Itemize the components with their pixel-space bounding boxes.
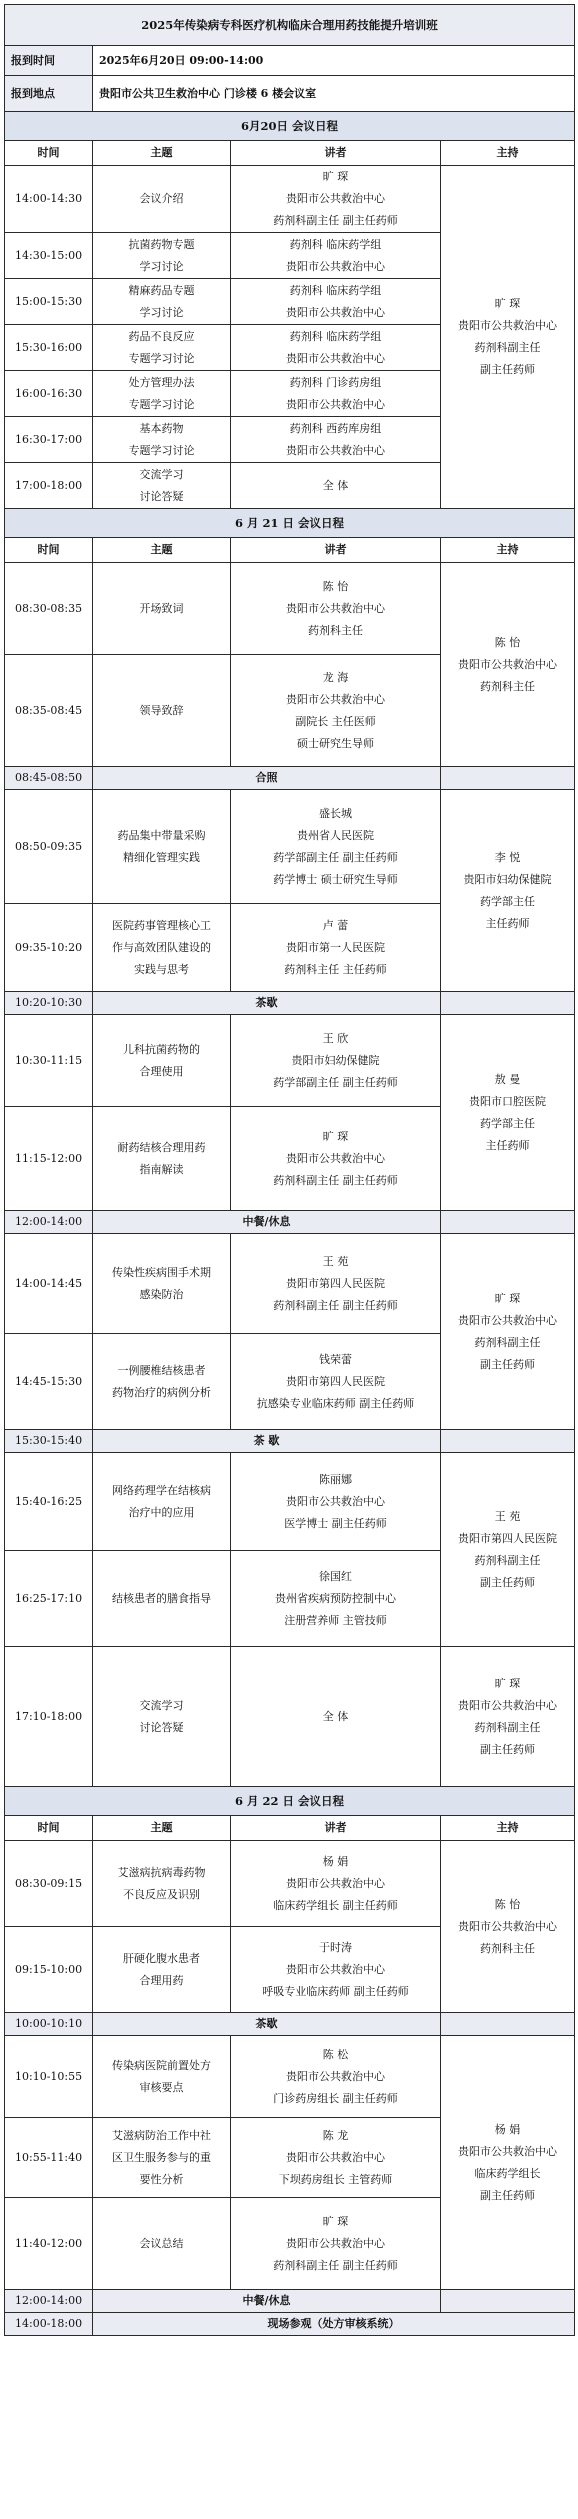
session-time: 08:45-08:50 xyxy=(5,767,93,790)
session-speaker xyxy=(231,1453,441,1551)
host-line: 贵阳市公共救治中心 xyxy=(458,2144,557,2158)
session-speaker xyxy=(231,1841,441,1927)
day-header: 6 月 22 日 会议日程 xyxy=(5,1787,575,1816)
speaker-line: 药剂科 临床药学组 xyxy=(289,237,382,251)
speaker-line: 临床药学组长 副主任药师 xyxy=(273,1898,398,1912)
schedule-table xyxy=(4,4,575,2336)
host-line: 王 苑 xyxy=(494,1509,521,1523)
session-topic xyxy=(93,325,231,371)
session-time: 08:30-09:15 xyxy=(5,1841,93,1927)
session-speaker xyxy=(231,790,441,904)
session-host xyxy=(441,166,575,509)
day-header: 6 月 21 日 会议日程 xyxy=(5,509,575,538)
topic-line: 治疗中的应用 xyxy=(128,1505,195,1519)
session-topic xyxy=(93,1334,231,1430)
host-empty xyxy=(441,1211,575,1234)
host-line: 贵阳市公共救治中心 xyxy=(458,319,557,332)
speaker-line: 钱荣蕾 xyxy=(319,1352,352,1366)
host-line: 药剂科主任 xyxy=(480,1941,535,1955)
checkin-place-label: 报到地点 xyxy=(5,76,93,112)
host-line: 药剂科副主任 xyxy=(474,341,541,354)
session-topic xyxy=(93,463,231,509)
topic-line: 耐药结核合理用药 xyxy=(117,1140,206,1154)
speaker-line: 贵阳市第四人民医院 xyxy=(286,1276,385,1290)
host-empty xyxy=(441,2013,575,2036)
host-line: 副主任药师 xyxy=(480,363,535,376)
session-time: 16:00-16:30 xyxy=(5,371,93,417)
topic-line: 实践与思考 xyxy=(134,962,189,976)
checkin-time-label: 报到时间 xyxy=(5,46,93,76)
speaker-line: 陈 龙 xyxy=(322,2128,349,2142)
topic-line: 儿科抗菌药物的 xyxy=(123,1042,200,1056)
topic-line: 肝硬化腹水患者 xyxy=(123,1951,200,1965)
speaker-line: 陈丽娜 xyxy=(319,1472,352,1486)
speaker-line: 药学博士 硕士研究生导师 xyxy=(273,872,398,886)
session-time: 08:30-08:35 xyxy=(5,563,93,655)
speaker-line: 卢 蕾 xyxy=(322,918,349,932)
session-time: 10:20-10:30 xyxy=(5,992,93,1015)
session-time: 12:00-14:00 xyxy=(5,1211,93,1234)
topic-line: 药品集中带量采购 xyxy=(117,828,206,842)
session-time: 11:15-12:00 xyxy=(5,1107,93,1211)
topic-line: 交流学习 xyxy=(139,1698,184,1712)
session-speaker xyxy=(231,2198,441,2290)
topic-line: 开场致词 xyxy=(139,601,184,615)
speaker-line: 门诊药房组长 副主任药师 xyxy=(273,2091,398,2105)
host-line: 副主任药师 xyxy=(480,2188,535,2202)
column-header: 主题 xyxy=(93,1816,231,1841)
speaker-line: 药剂科副主任 副主任药师 xyxy=(273,214,398,227)
session-time: 08:35-08:45 xyxy=(5,655,93,767)
schedule-body xyxy=(5,5,575,2336)
host-empty xyxy=(441,767,575,790)
topic-line: 处方管理办法 xyxy=(128,375,195,389)
speaker-line: 药剂科副主任 副主任药师 xyxy=(273,1298,398,1312)
session-time: 17:00-18:00 xyxy=(5,463,93,509)
session-topic xyxy=(93,1107,231,1211)
topic-line: 讨论答疑 xyxy=(139,489,184,503)
speaker-line: 抗感染专业临床药师 副主任药师 xyxy=(256,1396,415,1410)
session-time: 12:00-14:00 xyxy=(5,2290,93,2313)
break-label: 现场参观（处方审核系统） xyxy=(93,2313,575,2336)
column-header: 主持 xyxy=(441,1816,575,1841)
host-line: 李 悦 xyxy=(494,850,521,864)
session-time: 10:30-11:15 xyxy=(5,1015,93,1107)
column-header: 时间 xyxy=(5,1816,93,1841)
speaker-line: 药剂科 临床药学组 xyxy=(289,329,382,343)
session-host xyxy=(441,1647,575,1787)
speaker-line: 贵阳市第四人民医院 xyxy=(286,1374,385,1388)
session-host xyxy=(441,1015,575,1211)
topic-line: 不良反应及识别 xyxy=(123,1887,200,1901)
session-topic xyxy=(93,2198,231,2290)
session-topic xyxy=(93,1841,231,1927)
session-topic xyxy=(93,233,231,279)
speaker-line: 贵阳市公共救治中心 xyxy=(286,259,385,273)
host-line: 副主任药师 xyxy=(480,1742,535,1756)
session-topic xyxy=(93,563,231,655)
session-time: 15:30-16:00 xyxy=(5,325,93,371)
topic-line: 基本药物 xyxy=(139,421,184,435)
topic-line: 要性分析 xyxy=(139,2172,184,2186)
session-topic xyxy=(93,904,231,992)
speaker-line: 贵阳市公共救治中心 xyxy=(286,192,385,205)
day-header: 6月20日 会议日程 xyxy=(5,112,575,141)
speaker-line: 陈 松 xyxy=(322,2047,349,2061)
topic-line: 艾滋病防治工作中社 xyxy=(112,2128,211,2142)
host-empty xyxy=(441,992,575,1015)
session-speaker xyxy=(231,166,441,233)
speaker-line: 贵阳市妇幼保健院 xyxy=(291,1053,380,1067)
session-time: 15:40-16:25 xyxy=(5,1453,93,1551)
topic-line: 学习讨论 xyxy=(139,305,184,319)
speaker-line: 贵阳市公共救治中心 xyxy=(286,692,385,706)
session-topic xyxy=(93,166,231,233)
break-label: 中餐/休息 xyxy=(93,2290,441,2313)
session-time: 15:00-15:30 xyxy=(5,279,93,325)
topic-line: 精细化管理实践 xyxy=(123,850,200,864)
column-header: 时间 xyxy=(5,141,93,166)
session-time: 09:15-10:00 xyxy=(5,1927,93,2013)
speaker-line: 药剂科主任 xyxy=(308,623,363,637)
speaker-line: 医学博士 副主任药师 xyxy=(284,1516,387,1530)
session-time: 14:30-15:00 xyxy=(5,233,93,279)
speaker-line: 盛长城 xyxy=(319,806,352,820)
session-time: 16:30-17:00 xyxy=(5,417,93,463)
break-label: 合照 xyxy=(93,767,441,790)
session-host xyxy=(441,2036,575,2290)
speaker-line: 药剂科副主任 副主任药师 xyxy=(273,1173,398,1187)
session-topic xyxy=(93,1647,231,1787)
session-speaker xyxy=(231,904,441,992)
topic-line: 交流学习 xyxy=(139,467,184,481)
break-label: 茶歇 xyxy=(93,992,441,1015)
host-line: 贵阳市公共救治中心 xyxy=(458,1919,557,1933)
speaker-line: 贵阳市公共救治中心 xyxy=(286,2150,385,2164)
topic-line: 会议总结 xyxy=(139,2236,184,2250)
host-line: 贵阳市第四人民医院 xyxy=(458,1531,557,1545)
session-topic xyxy=(93,417,231,463)
topic-line: 合理用药 xyxy=(139,1973,184,1987)
column-header: 讲者 xyxy=(231,538,441,563)
session-topic xyxy=(93,655,231,767)
topic-line: 学习讨论 xyxy=(139,259,184,273)
host-line: 药学部主任 xyxy=(480,894,535,908)
host-line: 副主任药师 xyxy=(480,1575,535,1589)
session-speaker xyxy=(231,417,441,463)
session-speaker xyxy=(231,1107,441,1211)
session-time: 14:45-15:30 xyxy=(5,1334,93,1430)
column-header: 主持 xyxy=(441,141,575,166)
topic-line: 传染性疾病围手术期 xyxy=(112,1265,211,1279)
host-line: 陈 怡 xyxy=(494,635,521,649)
host-line: 旷 琛 xyxy=(494,1676,521,1690)
host-line: 贵阳市公共救治中心 xyxy=(458,657,557,671)
session-speaker xyxy=(231,1234,441,1334)
host-line: 药剂科副主任 xyxy=(474,1553,541,1567)
speaker-line: 龙 海 xyxy=(322,670,349,684)
session-topic xyxy=(93,1927,231,2013)
session-topic xyxy=(93,2036,231,2118)
session-time: 11:40-12:00 xyxy=(5,2198,93,2290)
session-topic xyxy=(93,2118,231,2198)
session-topic xyxy=(93,279,231,325)
topic-line: 网络药理学在结核病 xyxy=(112,1483,211,1497)
topic-line: 药品不良反应 xyxy=(128,329,195,343)
host-empty xyxy=(441,2290,575,2313)
host-line: 贵阳市口腔医院 xyxy=(469,1094,546,1108)
session-topic xyxy=(93,1551,231,1647)
break-label: 中餐/休息 xyxy=(93,1211,441,1234)
host-line: 药剂科副主任 xyxy=(474,1335,541,1349)
speaker-line: 于时涛 xyxy=(319,1940,352,1954)
topic-line: 区卫生服务参与的重 xyxy=(112,2150,211,2164)
speaker-line: 贵阳市公共救治中心 xyxy=(286,1876,385,1890)
speaker-line: 陈 怡 xyxy=(322,579,349,593)
topic-line: 专题学习讨论 xyxy=(128,397,195,411)
speaker-line: 贵阳市公共救治中心 xyxy=(286,1151,385,1165)
session-time: 10:10-10:55 xyxy=(5,2036,93,2118)
speaker-line: 贵阳市第一人民医院 xyxy=(286,940,385,954)
column-header: 主题 xyxy=(93,538,231,563)
session-speaker xyxy=(231,2036,441,2118)
session-topic xyxy=(93,371,231,417)
topic-line: 药物治疗的病例分析 xyxy=(112,1385,211,1399)
speaker-line: 药剂科主任 主任药师 xyxy=(284,962,387,976)
session-speaker xyxy=(231,233,441,279)
speaker-line: 呼吸专业临床药师 副主任药师 xyxy=(262,1984,409,1998)
session-host xyxy=(441,1453,575,1647)
session-speaker xyxy=(231,655,441,767)
topic-line: 审核要点 xyxy=(139,2080,184,2094)
session-host xyxy=(441,1234,575,1430)
session-speaker xyxy=(231,1551,441,1647)
speaker-line: 贵阳市公共救治中心 xyxy=(286,397,385,411)
speaker-line: 贵阳市公共救治中心 xyxy=(286,443,385,457)
topic-line: 作与高效团队建设的 xyxy=(112,940,211,954)
speaker-line: 注册营养师 主管技师 xyxy=(284,1613,387,1627)
session-speaker xyxy=(231,463,441,509)
topic-line: 抗菌药物专题 xyxy=(128,237,195,251)
session-speaker xyxy=(231,279,441,325)
column-header: 主持 xyxy=(441,538,575,563)
host-line: 主任药师 xyxy=(485,1138,530,1152)
speaker-line: 药剂科副主任 副主任药师 xyxy=(273,2258,398,2272)
session-topic xyxy=(93,1234,231,1334)
speaker-line: 贵阳市公共救治中心 xyxy=(286,351,385,365)
speaker-line: 杨 娟 xyxy=(322,1854,349,1868)
column-header: 时间 xyxy=(5,538,93,563)
speaker-line: 药学部副主任 副主任药师 xyxy=(273,1075,398,1089)
speaker-line: 贵阳市公共救治中心 xyxy=(286,1494,385,1508)
session-topic xyxy=(93,1453,231,1551)
session-topic xyxy=(93,790,231,904)
session-time: 14:00-14:30 xyxy=(5,166,93,233)
topic-line: 指南解读 xyxy=(139,1162,184,1176)
session-time: 16:25-17:10 xyxy=(5,1551,93,1647)
host-line: 药学部主任 xyxy=(480,1116,535,1130)
session-speaker xyxy=(231,2118,441,2198)
host-line: 敖 曼 xyxy=(494,1072,521,1086)
host-line: 临床药学组长 xyxy=(474,2166,541,2180)
column-header: 讲者 xyxy=(231,1816,441,1841)
topic-line: 传染病医院前置处方 xyxy=(112,2058,211,2072)
session-speaker xyxy=(231,1334,441,1430)
host-line: 副主任药师 xyxy=(480,1357,535,1371)
speaker-line: 贵阳市公共救治中心 xyxy=(286,305,385,319)
topic-line: 合理使用 xyxy=(139,1064,184,1078)
speaker-line: 王 苑 xyxy=(322,1254,349,1268)
speaker-line: 贵阳市公共救治中心 xyxy=(286,2236,385,2250)
host-line: 主任药师 xyxy=(485,916,530,930)
session-host xyxy=(441,563,575,767)
session-speaker xyxy=(231,1927,441,2013)
speaker-line: 药剂科 临床药学组 xyxy=(289,283,382,297)
speaker-line: 全 体 xyxy=(322,1709,349,1723)
speaker-line: 贵阳市公共救治中心 xyxy=(286,2069,385,2083)
host-line: 药剂科副主任 xyxy=(474,1720,541,1734)
session-time: 15:30-15:40 xyxy=(5,1430,93,1453)
topic-line: 领导致辞 xyxy=(139,703,184,717)
schedule-document xyxy=(4,4,574,2336)
speaker-line: 药学部副主任 副主任药师 xyxy=(273,850,398,864)
break-label: 茶 歇 xyxy=(93,1430,441,1453)
document-title: 2025年传染病专科医疗机构临床合理用药技能提升培训班 xyxy=(5,5,575,46)
speaker-line: 药剂科 西药库房组 xyxy=(289,421,382,435)
host-line: 药剂科主任 xyxy=(480,679,535,693)
speaker-line: 徐国红 xyxy=(319,1569,352,1583)
session-host xyxy=(441,790,575,992)
topic-line: 艾滋病抗病毒药物 xyxy=(117,1865,206,1879)
topic-line: 结核患者的膳食指导 xyxy=(112,1591,211,1605)
session-time: 09:35-10:20 xyxy=(5,904,93,992)
topic-line: 专题学习讨论 xyxy=(128,351,195,365)
checkin-time-value: 2025年6月20日 09:00-14:00 xyxy=(93,46,575,76)
topic-line: 一例腰椎结核患者 xyxy=(117,1363,206,1377)
checkin-place-value: 贵阳市公共卫生救治中心 门诊楼 6 楼会议室 xyxy=(93,76,575,112)
session-time: 08:50-09:35 xyxy=(5,790,93,904)
host-line: 旷 琛 xyxy=(494,297,521,310)
column-header: 讲者 xyxy=(231,141,441,166)
session-time: 10:00-10:10 xyxy=(5,2013,93,2036)
speaker-line: 贵阳市公共救治中心 xyxy=(286,601,385,615)
speaker-line: 全 体 xyxy=(322,478,349,492)
host-line: 贵阳市妇幼保健院 xyxy=(463,872,552,886)
session-speaker xyxy=(231,1015,441,1107)
topic-line: 会议介绍 xyxy=(139,192,184,205)
speaker-line: 下坝药房组长 主管药师 xyxy=(278,2172,393,2186)
speaker-line: 硕士研究生导师 xyxy=(297,736,374,750)
host-empty xyxy=(441,1430,575,1453)
host-line: 陈 怡 xyxy=(494,1897,521,1911)
break-label: 茶歇 xyxy=(93,2013,441,2036)
host-line: 贵阳市公共救治中心 xyxy=(458,1698,557,1712)
session-speaker xyxy=(231,325,441,371)
speaker-line: 王 欣 xyxy=(322,1031,349,1045)
speaker-line: 旷 琛 xyxy=(322,2214,349,2228)
topic-line: 医院药事管理核心工 xyxy=(112,918,211,932)
session-time: 17:10-18:00 xyxy=(5,1647,93,1787)
topic-line: 讨论答疑 xyxy=(139,1720,184,1734)
topic-line: 精麻药品专题 xyxy=(128,283,195,297)
speaker-line: 副院长 主任医师 xyxy=(295,714,376,728)
session-time: 14:00-14:45 xyxy=(5,1234,93,1334)
speaker-line: 旷 琛 xyxy=(322,170,349,183)
speaker-line: 贵州省人民医院 xyxy=(297,828,374,842)
session-speaker xyxy=(231,1647,441,1787)
session-speaker xyxy=(231,563,441,655)
topic-line: 专题学习讨论 xyxy=(128,443,195,457)
session-speaker xyxy=(231,371,441,417)
session-time: 14:00-18:00 xyxy=(5,2313,93,2336)
speaker-line: 贵州省疾病预防控制中心 xyxy=(275,1591,396,1605)
session-time: 10:55-11:40 xyxy=(5,2118,93,2198)
speaker-line: 药剂科 门诊药房组 xyxy=(289,375,382,389)
host-line: 贵阳市公共救治中心 xyxy=(458,1313,557,1327)
topic-line: 感染防治 xyxy=(139,1287,184,1301)
host-line: 杨 娟 xyxy=(494,2122,521,2136)
session-host xyxy=(441,1841,575,2013)
speaker-line: 贵阳市公共救治中心 xyxy=(286,1962,385,1976)
host-line: 旷 琛 xyxy=(494,1291,521,1305)
column-header: 主题 xyxy=(93,141,231,166)
session-topic xyxy=(93,1015,231,1107)
speaker-line: 旷 琛 xyxy=(322,1129,349,1143)
